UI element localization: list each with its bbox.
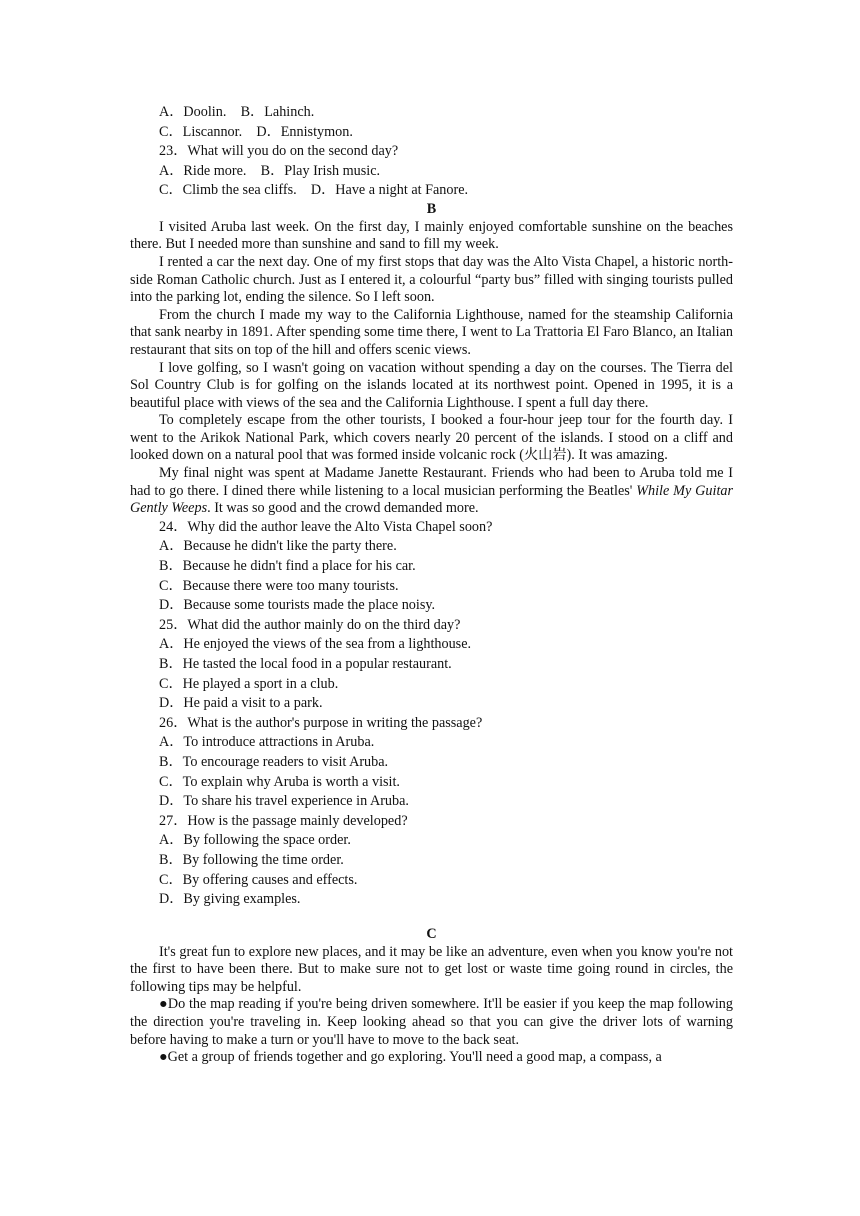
q23-options-row-2: C．Climb the sea cliffs. D．Have a night at Fanore. bbox=[159, 182, 469, 199]
final-paragraph-start: My final night was spent at Madame Janette Restaurant. Friends who had been to Aruba told me I had to go there. I dined there while listening to a local musician performing the Beatles' bbox=[130, 465, 733, 499]
section-b-heading: B bbox=[426, 200, 437, 217]
section-spacer bbox=[130, 910, 733, 926]
song-title: While My Guitar Gently Weeps bbox=[130, 482, 733, 517]
q22-options-row-1: A．Doolin. B．Lahinch. bbox=[159, 104, 315, 120]
q26-option-a: A．To introduce attractions in Aruba. bbox=[159, 734, 375, 751]
section-c bbox=[130, 926, 733, 1067]
q24-option-c: C．Because there were too many tourists. bbox=[159, 577, 399, 594]
q24-option-d: D．Because some tourists made the place noisy. bbox=[159, 597, 436, 614]
section-b-paragraph-1: I visited Aruba last week. On the first day, I mainly enjoyed comfortable sunshine on the beaches there. But I needed more than sunshine and sand to fill my week. bbox=[130, 218, 733, 253]
question-23: 23．What will you do on the second day? bbox=[159, 143, 399, 160]
question-24: 24．Why did the author leave the Alto Vista Chapel soon? bbox=[159, 518, 493, 535]
q27-option-a: A．By following the space order. bbox=[159, 832, 351, 849]
q27-option-c: C．By offering causes and effects. bbox=[159, 871, 358, 888]
question-25: 25．What did the author mainly do on the third day? bbox=[159, 616, 461, 633]
q27-option-b: B．By following the time order. bbox=[159, 851, 344, 868]
section-b-paragraph-4: I love golfing, so I wasn't going on vacation without spending a day on the courses. The Tierra del Sol Country Club is for golfing on the islands located at its northwest point. Opened in 1995, it is a beautiful place with views of the sea and the California Lighthouse. I spent a full day there. bbox=[130, 359, 733, 411]
section-b-paragraph-5: To completely escape from the other tourists, I booked a four-hour jeep tour for the fourth day. I went to the Arikok National Park, which covers nearly 20 percent of the islands. I stood on a cliff and looked down on a natural pool that was formed inside volcanic rock (火山岩). It was amazing. bbox=[130, 412, 733, 464]
q25-option-d: D．He paid a visit to a park. bbox=[159, 695, 323, 712]
q27-option-d: D．By giving examples. bbox=[159, 891, 301, 908]
section-b bbox=[130, 201, 733, 910]
q24-option-b: B．Because he didn't find a place for his car. bbox=[159, 558, 416, 575]
q25-option-b: B．He tasted the local food in a popular restaurant. bbox=[159, 656, 452, 673]
q26-option-d: D．To share his travel experience in Aruba. bbox=[159, 793, 409, 810]
section-b-paragraph-2: I rented a car the next day. One of my first stops that day was the Alto Vista Chapel, a historic north-side Roman Catholic church. Just as I entered it, a colourful “party bus” filled with singing tourists pulled into the parking lot, ending the silence. So I left soon. bbox=[130, 253, 733, 306]
q23-options-row-1: A．Ride more. B．Play Irish music. bbox=[159, 162, 381, 179]
section-b-questions bbox=[130, 518, 733, 910]
q26-option-c: C．To explain why Aruba is worth a visit. bbox=[159, 773, 400, 790]
section-b-paragraph-6 bbox=[130, 465, 733, 518]
q25-option-c: C．He played a sport in a club. bbox=[159, 675, 339, 692]
section-c-paragraph-3: ●Get a group of friends together and go exploring. You'll need a good map, a compass, a bbox=[159, 1049, 662, 1066]
section-b-paragraph-3: From the church I made my way to the California Lighthouse, named for the steamship California that sank nearby in 1891. After spending some time there, I went to La Trattoria El Faro Blanco, an Italian restaurant that sits on top of the hill and offers scenic views. bbox=[130, 306, 733, 358]
question-26: 26．What is the author's purpose in writing the passage? bbox=[159, 714, 483, 731]
q22-options-row-2: C．Liscannor. D．Ennistymon. bbox=[159, 123, 353, 140]
question-27: 27．How is the passage mainly developed? bbox=[159, 812, 408, 829]
section-c-heading: C bbox=[426, 925, 437, 942]
exam-page bbox=[130, 103, 733, 1067]
q24-option-a: A．Because he didn't like the party there. bbox=[159, 538, 397, 555]
section-c-paragraph-1: It's great fun to explore new places, and it may be like an adventure, even when you know you're not the first to have been there. But to make sure not to get lost or waste time going round in circles, the following tips may be helpful. bbox=[130, 943, 733, 995]
q25-option-a: A．He enjoyed the views of the sea from a lighthouse. bbox=[159, 636, 472, 653]
section-c-paragraph-2: ●Do the map reading if you're being driven somewhere. It'll be easier if you keep the map following the direction you're traveling in. Keep looking ahead so that you can give the driver lots of warning before having to make a turn or you'll have to move to the back seat. bbox=[130, 996, 733, 1048]
q26-option-b: B．To encourage readers to visit Aruba. bbox=[159, 753, 389, 770]
final-paragraph-end: . It was so good and the crowd demanded more. bbox=[207, 500, 479, 517]
part-a-tail bbox=[130, 103, 733, 201]
